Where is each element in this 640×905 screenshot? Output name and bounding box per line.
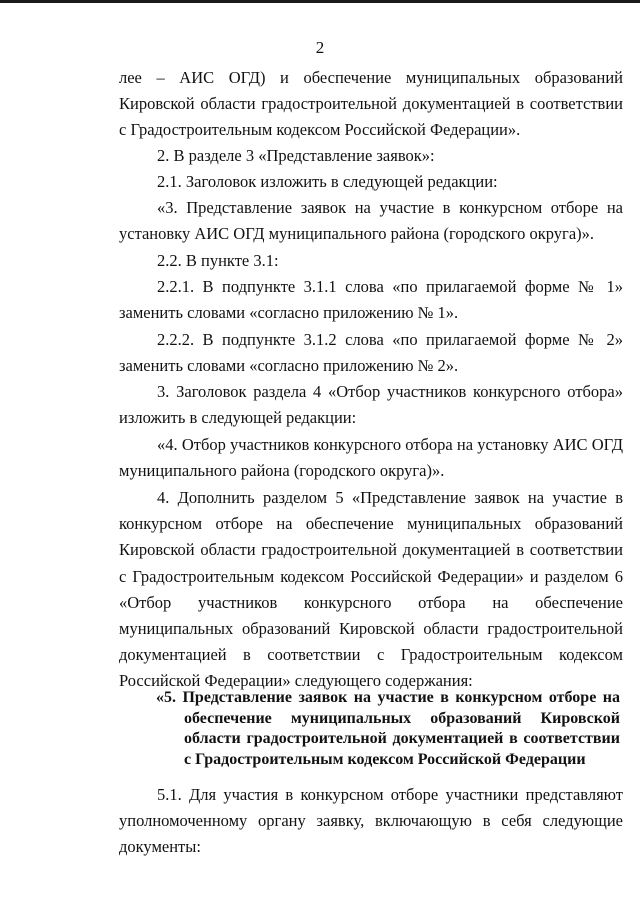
paragraph-item-2-2-2: 2.2.2. В подпункте 3.1.2 слова «по прилагаемой форме № 2» заменить словами «согласно приложению № 2».	[119, 330, 623, 376]
top-border-line	[0, 0, 640, 3]
paragraph-quote-3: «3. Представление заявок на участие в конкурсном отборе на установку АИС ОГД муниципального района (городского округа)».	[119, 198, 623, 244]
paragraph-item-4: 4. Дополнить разделом 5 «Представление заявок на участие в конкурсном отборе на обеспечение муниципальных образований Кировской области градостроительной документацией в соответствии с Градостроительным кодексом Российской Федерации» и разделом 6 «Отбор участников конкурсного отбора на обеспечение муниципальных образований Кировской области градостроительной документацией в соответствии с Градостроительным кодексом Российской Федерации» следующего содержания:	[119, 488, 623, 691]
page-number: 2	[315, 38, 325, 57]
section-5-heading	[156, 688, 620, 770]
paragraph-item-2-1: 2.1. Заголовок изложить в следующей редакции:	[157, 172, 498, 191]
paragraph-item-2-2-1: 2.2.1. В подпункте 3.1.1 слова «по прилагаемой форме № 1» заменить словами «согласно приложению № 1».	[119, 277, 623, 323]
paragraph-item-3: 3. Заголовок раздела 4 «Отбор участников конкурсного отбора» изложить в следующей редакции:	[119, 382, 623, 428]
paragraph-item-2-2: 2.2. В пункте 3.1:	[157, 251, 279, 270]
section-5-heading-text: «5. Представление заявок на участие в конкурсном отборе на обеспечение муниципальных образований Кировской области градостроительной документацией в соответствии с Градостроительным кодексом Российской Федерации	[156, 689, 620, 768]
paragraph-item-5-1: 5.1. Для участия в конкурсном отборе участники представляют уполномоченному органу заявку, включающую в себя следующие документы:	[119, 785, 623, 857]
paragraph-continuation: лее – АИС ОГД) и обеспечение муниципальных образований Кировской области градостроительной документацией в соответствии с Градостроительным кодексом Российской Федерации».	[119, 68, 623, 140]
paragraph-item-2: 2. В разделе 3 «Представление заявок»:	[157, 146, 435, 165]
paragraph-quote-4: «4. Отбор участников конкурсного отбора на установку АИС ОГД муниципального района (городского округа)».	[119, 435, 623, 481]
